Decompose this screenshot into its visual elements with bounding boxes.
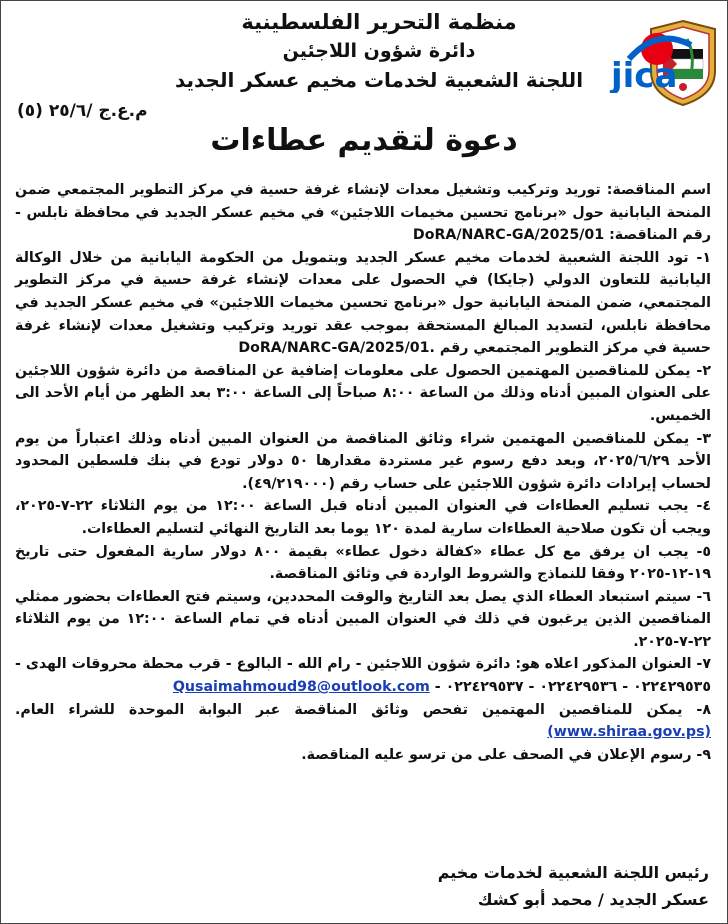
item-4: ٤- يجب تسليم العطاءات في العنوان المبين أدناه قبل الساعة ١٢:٠٠ من يوم الثلاثاء ٢٢-٧-٢٠٢٥، ويجب أن تكون صلاحية العطاءات سارية لمدة ١٢٠ يوما بعد التاريخ النهائي لتسليم العطاءات.: [15, 498, 711, 537]
announcement-body: [15, 179, 711, 766]
svg-text:jica: jica: [611, 56, 678, 93]
signature-block: [438, 859, 709, 913]
committee-name: اللجنة الشعبية لخدمات مخيم عسكر الجديد: [174, 68, 584, 92]
item-6: ٦- سيتم استبعاد العطاء الذي يصل بعد التاريخ والوقت المحددين، وسيتم فتح العطاءات بحضور ممثلي المناقصين الذين يرغبون في ذلك في العنوان المبين أدناه في تمام الساعة ١٢:٠٠ من يوم الثلاثاء ٢٢-٧-٢٠٢٥.: [15, 588, 712, 650]
email-link[interactable]: Qusaimahmoud98@outlook.com: [172, 679, 430, 696]
item-1-number: DoRA/NARC-GA/2025/01.: [238, 340, 435, 357]
item-1-text: ١- تود اللجنة الشعبية لخدمات مخيم عسكر الجديد وبتمويل من الحكومة اليابانية من خلال الوكالة اليابانية للتعاون الدولي (جايكا) في الحصول على معدات لإنشاء غرفة حسية في مركز التطوير المجتمعي، ضمن المنحة اليابانية حول «برنامج تحسين مخيمات اللاجئين» في مخيم عسكر الجديد في محافظة نابلس، لتسديد المبالغ المستحقة بموجب عقد توريد وتركيب وتشغيل معدات لإنشاء غرفة حسية في مركز التطوير المجتمعي رقم: [15, 249, 711, 357]
item-2: ٢- يمكن للمناقصين المهتمين الحصول على معلومات إضافية عن المناقصة من دائرة شؤون اللاجئين على العنوان المبين أدناه وذلك من الساعة ٨:٠٠ صباحاً إلى الساعة ٣:٠٠ بعد الظهر من أيام الأحد الى الخميس.: [15, 362, 712, 424]
signature-line-2: عسكر الجديد / محمد أبو كشك: [477, 890, 709, 909]
organization-names: [151, 7, 607, 95]
item-8: [15, 699, 711, 744]
page-title: دعوة لتقديم عطاءات: [210, 123, 518, 158]
department-name: دائرة شؤون اللاجئين: [282, 40, 476, 62]
org-name: منظمة التحرير الفلسطينية: [241, 10, 517, 34]
item-1: [15, 247, 711, 360]
tender-name-text: اسم المناقصة: توريد وتركيب وتشغيل معدات لإنشاء غرفة حسية في مركز التطوير المجتمعي ضمن المنحة اليابانية حول «برنامج تحسين مخيمات اللاجئين» في مخيم عسكر الجديد في محافظة نابلس - رقم المناقصة:: [15, 182, 711, 244]
item-9: ٩- رسوم الإعلان في الصحف على من ترسو عليه المناقصة.: [301, 746, 711, 763]
reference-number: م.ع.ج /٢٥/٦ (٥): [17, 101, 148, 121]
website-link[interactable]: (www.shiraa.gov.ps): [547, 724, 711, 741]
item-7-text: ٧- العنوان المذكور اعلاه هو: دائرة شؤون اللاجئين - رام الله - البالوع - قرب محطة محروقات الهدى - ٠٢٢٤٢٩٥٣٥ - ٠٢٢٤٢٩٥٣٦ - ٠٢٢٤٢٩٥٣٧ -: [15, 656, 711, 696]
item-3: ٣- يمكن للمناقصين المهتمين شراء وثائق المناقصة من العنوان المبين أدناه وذلك اعتباراً من يوم الأحد ٢٠٢٥/٦/٢٩، وبعد دفع رسوم غير مستردة مقدارها ٥٠ دولار تودع في بنك فلسطين المحدود لحساب إيرادات دائرة شؤون اللاجئين على حساب رقم (٤٩/٢١٩٠٠٠).: [15, 430, 711, 492]
tender-name: [15, 179, 711, 247]
item-5: ٥- يجب ان يرفق مع كل عطاء «كفالة دخول عطاء» بقيمة ٨٠٠ دولار سارية المفعول حتى تاريخ ١٩-١٢-٢٠٢٥ وفقا للنماذج والشروط الواردة في وثائق المناقصة.: [15, 543, 711, 583]
item-7: [15, 653, 711, 698]
signature-line-1: رئيس اللجنة الشعبية لخدمات مخيم: [437, 863, 709, 882]
tender-number: DoRA/NARC-GA/2025/01: [412, 227, 605, 244]
jica-logo-icon: [599, 27, 717, 93]
item-8-text: ٨- يمكن للمناقصين المهتمين تفحص وثائق المناقصة عبر البوابة الموحدة للشراء العام.: [15, 701, 711, 718]
